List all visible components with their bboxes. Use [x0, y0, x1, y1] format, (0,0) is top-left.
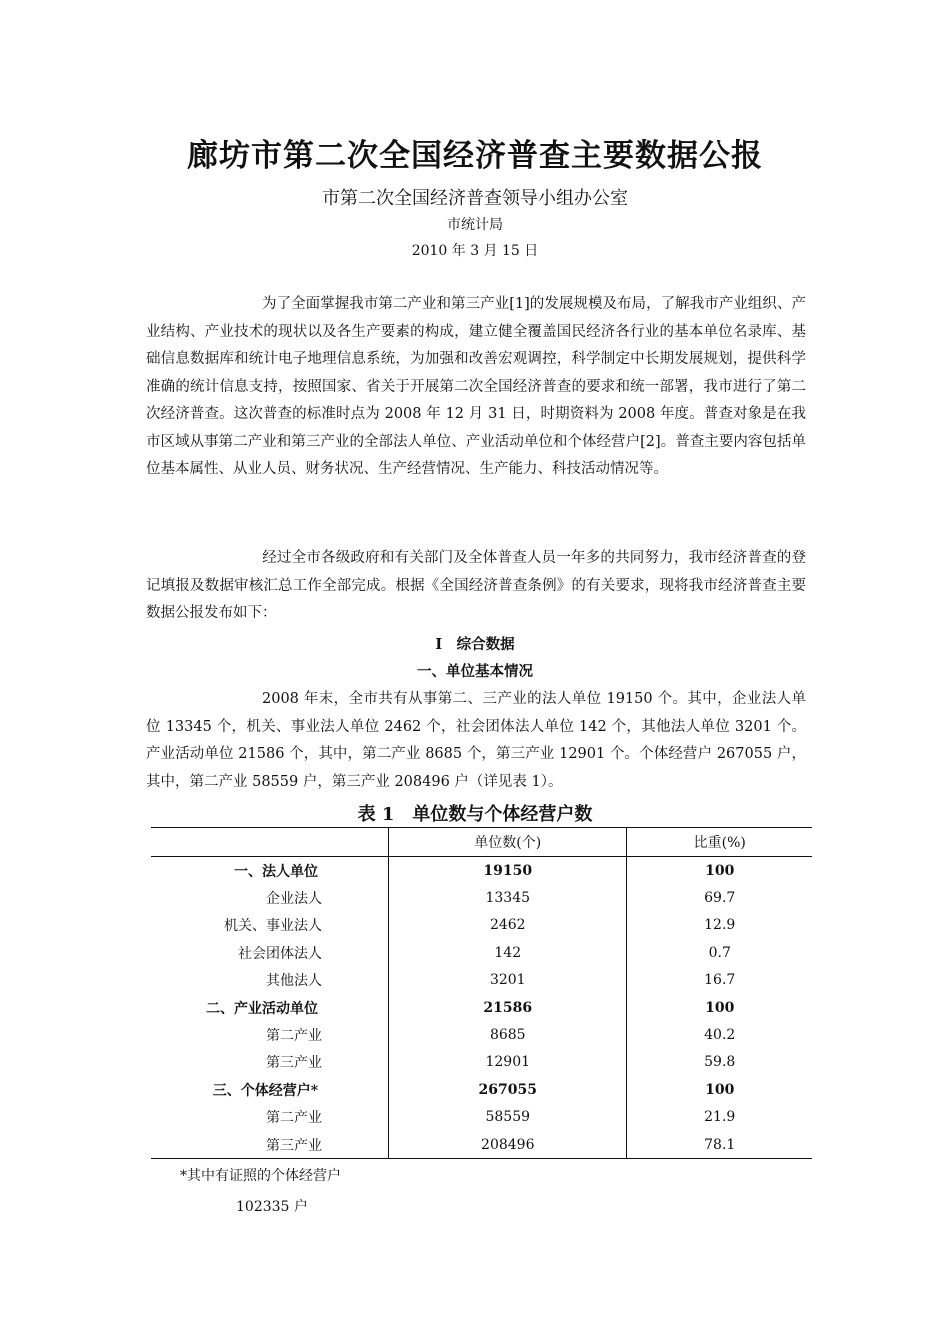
row-label: 企业法人 [266, 891, 323, 908]
row-share: 100 [627, 1076, 812, 1103]
row-share: 21.9 [627, 1104, 812, 1131]
row-count: 3201 [389, 967, 627, 994]
table-row [151, 1131, 812, 1159]
row-count: 142 [389, 939, 627, 966]
row-share: 59.8 [627, 1049, 812, 1076]
table-row [151, 1049, 812, 1076]
table-row [151, 1104, 812, 1131]
publish-date: 2010 年 3 月 15 日 [411, 243, 539, 259]
document-title: 廊坊市第二次全国经济普查主要数据公报 [187, 138, 763, 174]
header-share: 比重(%) [627, 828, 812, 857]
row-share: 100 [627, 857, 812, 885]
row-label: 二、产业活动单位 [206, 1000, 319, 1017]
row-count: 8685 [389, 1021, 627, 1048]
row-share: 0.7 [627, 939, 812, 966]
units-text: 2008 年末，全市共有从事第二、三产业的法人单位 19150 个。其中，企业法人单位 13345 个，机关、事业法人单位 2462 个，社会团体法人单位 142 个，其他法人单位 3201 个。产业活动单位 21586 个，其中，第二产业 8685 个，第三产业 12901 个。个体经营户 267055 户，其中，第二产业 58559 户，第三产业 208496 户（详见表 1）。 [146, 691, 806, 790]
header-category [151, 828, 389, 857]
row-share: 100 [627, 994, 812, 1021]
row-label: 机关、事业法人 [224, 918, 323, 935]
row-label: 三、个体经营户* [212, 1082, 319, 1099]
table-title: 表 1 单位数与个体经营户数 [357, 804, 593, 825]
row-label: 第二产业 [266, 1110, 323, 1127]
header-count: 单位数(个) [389, 828, 627, 857]
row-count: 19150 [389, 857, 627, 885]
row-label: 一、法人单位 [234, 863, 319, 880]
row-count: 58559 [389, 1104, 627, 1131]
table-row [151, 939, 812, 966]
intro-text: 为了全面掌握我市第二产业和第三产业[1]的发展规模及布局，了解我市产业组织、产业结构、产业技术的现状以及各生产要素的构成，建立健全覆盖国民经济各行业的基本单位名录库、基础信息数据库和统计电子地理信息系统，为加强和改善宏观调控，科学制定中长期发展规划，提供科学准确的统计信息支持，按照国家、省关于开展第二次全国经济普查的要求和统一部署，我市进行了第二次经济普查。这次普查的标准时点为 2008 年 12 月 31 日，时期资料为 2008 年度。普查对象是在我市区域从事第二产业和第三产业的全部法人单位、产业活动单位和个体经营户[2]。普查主要内容包括单位基本属性、从业人员、财务状况、生产经营情况、生产能力、科技活动情况等。 [146, 296, 806, 477]
row-share: 40.2 [627, 1021, 812, 1048]
row-count: 21586 [389, 994, 627, 1021]
row-count: 12901 [389, 1049, 627, 1076]
table-row [151, 1076, 812, 1103]
table-footnote-value: 102335 户 [236, 1199, 308, 1215]
table-row [151, 1021, 812, 1048]
announcement-text: 经过全市各级政府和有关部门及全体普查人员一年多的共同努力，我市经济普查的登记填报及数据审核汇总工作全部完成。根据《全国经济普查条例》的有关要求，现将我市经济普查主要数据公报发布如下： [146, 550, 806, 621]
table-header-row [151, 828, 812, 857]
table-row [151, 967, 812, 994]
section-heading-2: 一、单位基本情况 [417, 663, 533, 680]
intro-paragraph [146, 291, 806, 484]
units-paragraph [146, 686, 806, 796]
announcement-paragraph [146, 545, 806, 628]
row-share: 16.7 [627, 967, 812, 994]
issuer-secondary: 市统计局 [447, 217, 503, 233]
row-label: 第二产业 [266, 1028, 323, 1045]
row-label: 第三产业 [266, 1055, 323, 1072]
row-share: 69.7 [627, 884, 812, 911]
section-heading-1: Ⅰ 综合数据 [435, 636, 515, 653]
table-footnote: *其中有证照的个体经营户 [180, 1168, 341, 1184]
table-row [151, 912, 812, 939]
row-share: 12.9 [627, 912, 812, 939]
row-label: 其他法人 [266, 973, 323, 990]
table-row [151, 994, 812, 1021]
row-count: 267055 [389, 1076, 627, 1103]
row-count: 208496 [389, 1131, 627, 1159]
row-label: 社会团体法人 [238, 945, 323, 962]
row-count: 2462 [389, 912, 627, 939]
row-share: 78.1 [627, 1131, 812, 1159]
row-label: 第三产业 [151, 1131, 389, 1159]
units-table [151, 827, 812, 1159]
row-count: 13345 [389, 884, 627, 911]
table-row [151, 884, 812, 911]
issuer: 市第二次全国经济普查领导小组办公室 [322, 188, 628, 209]
table-row [151, 857, 812, 885]
